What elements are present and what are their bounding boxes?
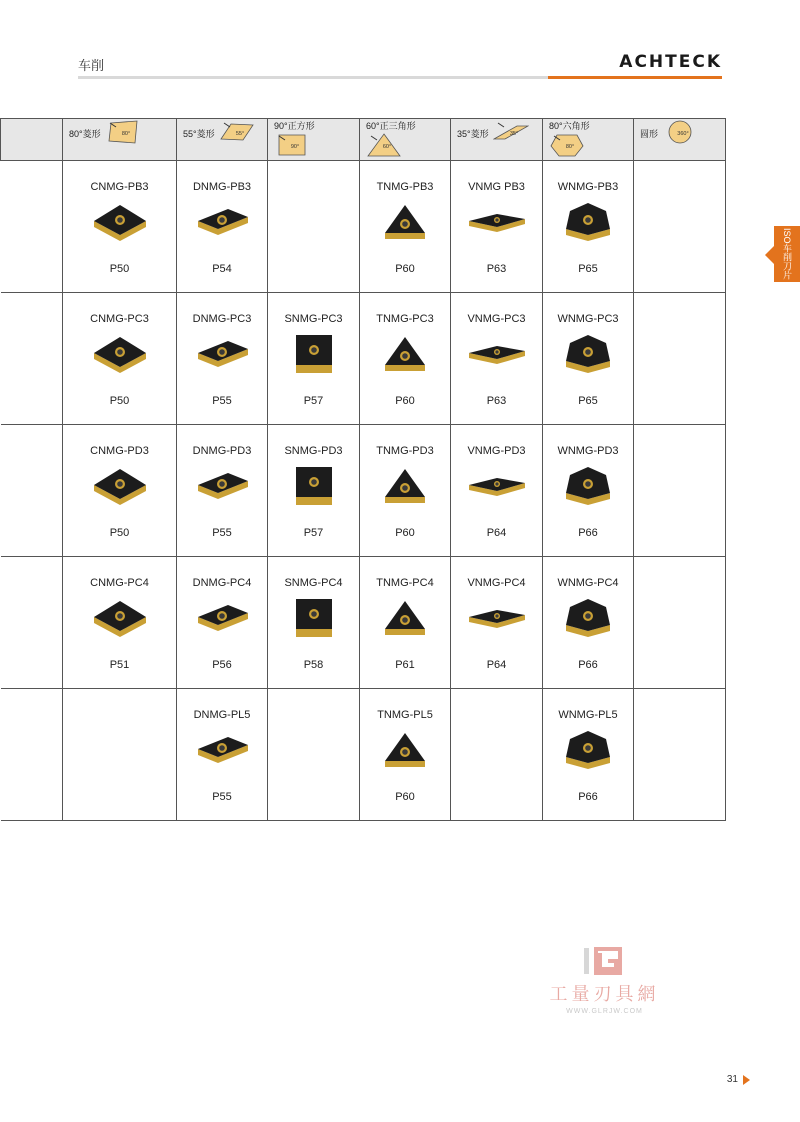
- insert-cell[interactable]: [543, 425, 634, 557]
- header-angle-label: 35°: [509, 131, 518, 137]
- rhombus35-shape-icon: [493, 119, 529, 147]
- insert-code: DNMG-PB3: [192, 181, 252, 193]
- column-header-square: [268, 119, 360, 161]
- insert-photo-square-icon: [268, 463, 359, 509]
- insert-code: CNMG-PD3: [90, 445, 149, 457]
- insert-photo-triangle-icon: [360, 595, 450, 641]
- insert-cell[interactable]: [360, 293, 451, 425]
- empty-cell: [63, 689, 177, 821]
- insert-cell[interactable]: [63, 425, 177, 557]
- insert-page-ref[interactable]: P57: [303, 527, 324, 539]
- insert-photo-rhombus35-icon: [451, 331, 542, 377]
- insert-code: VNMG-PC3: [467, 313, 526, 325]
- insert-photo-rhombus35-icon: [451, 199, 542, 245]
- insert-photo-rhombus35-icon: [451, 595, 542, 641]
- insert-page-ref[interactable]: P54: [212, 263, 232, 275]
- insert-code: CNMG-PC3: [90, 313, 149, 325]
- insert-code: DNMG-PC4: [192, 577, 252, 589]
- column-header-triangle: [360, 119, 451, 161]
- insert-photo-rhombus55-icon: [177, 595, 267, 641]
- insert-cell[interactable]: [360, 689, 451, 821]
- insert-page-ref[interactable]: P60: [395, 263, 415, 275]
- column-header-label: 90°正方形: [274, 121, 315, 131]
- insert-photo-hexagon-icon: [543, 595, 633, 641]
- insert-code: VNMG PB3: [468, 181, 525, 193]
- insert-photo-triangle-icon: [360, 463, 450, 509]
- insert-page-ref[interactable]: P66: [578, 659, 598, 671]
- insert-cell[interactable]: [451, 425, 543, 557]
- insert-code: DNMG-PC3: [192, 313, 252, 325]
- row-lead-cell: [1, 689, 63, 821]
- insert-code: WNMG-PC4: [557, 577, 619, 589]
- column-header-label: 80°菱形: [69, 128, 101, 139]
- insert-code: VNMG-PC4: [467, 577, 526, 589]
- rhombus80-shape-icon: [105, 119, 141, 147]
- header-angle-label: 360°: [677, 131, 689, 137]
- insert-page-ref[interactable]: P50: [109, 395, 130, 407]
- insert-page-ref[interactable]: P64: [486, 527, 507, 539]
- insert-photo-square-icon: [268, 595, 359, 641]
- insert-photo-triangle-icon: [360, 199, 450, 245]
- empty-cell: [634, 293, 726, 425]
- column-header-rhombus80: [63, 119, 177, 161]
- insert-cell[interactable]: [177, 425, 268, 557]
- insert-page-ref[interactable]: P55: [212, 527, 232, 539]
- insert-photo-rhombus55-icon: [177, 331, 267, 377]
- section-title: 车削: [78, 58, 105, 73]
- insert-cell[interactable]: [360, 557, 451, 689]
- insert-code: TNMG-PL5: [377, 709, 433, 721]
- column-header-label: 圆形: [640, 128, 659, 139]
- empty-cell: [451, 689, 543, 821]
- insert-photo-rhombus55-icon: [177, 463, 267, 509]
- insert-code: CNMG-PC4: [90, 577, 149, 589]
- insert-code: WNMG-PC3: [557, 313, 619, 325]
- row-lead-cell: [1, 425, 63, 557]
- insert-cell[interactable]: [63, 557, 177, 689]
- empty-cell: [634, 689, 726, 821]
- insert-code: SNMG-PD3: [284, 445, 343, 457]
- insert-cell[interactable]: [360, 425, 451, 557]
- insert-photo-triangle-icon: [360, 331, 450, 377]
- page-number: 31: [726, 1074, 738, 1085]
- insert-cell[interactable]: [63, 293, 177, 425]
- side-tab[interactable]: ISO车削刀片: [774, 226, 800, 282]
- insert-page-ref[interactable]: P50: [109, 263, 130, 275]
- row-lead-cell: [1, 557, 63, 689]
- insert-table: [0, 118, 726, 821]
- insert-page-ref[interactable]: P66: [578, 791, 598, 803]
- insert-code: DNMG-PL5: [193, 709, 251, 721]
- insert-cell[interactable]: [451, 293, 543, 425]
- empty-cell: [268, 689, 360, 821]
- header-angle-label: 55°: [235, 131, 244, 137]
- column-header-label: 55°菱形: [183, 128, 215, 139]
- insert-code: SNMG-PC3: [284, 313, 343, 325]
- empty-cell: [634, 425, 726, 557]
- insert-photo-rhombus80-icon: [63, 463, 176, 509]
- insert-photo-rhombus80-icon: [63, 595, 176, 641]
- header-angle-label: 60°: [382, 144, 392, 150]
- column-header-rhombus55: [177, 119, 268, 161]
- insert-page-ref[interactable]: P60: [395, 527, 415, 539]
- insert-cell[interactable]: [268, 293, 360, 425]
- insert-cell[interactable]: [177, 689, 268, 821]
- insert-cell[interactable]: [360, 161, 451, 293]
- insert-page-ref[interactable]: P51: [109, 659, 130, 671]
- insert-cell[interactable]: [543, 689, 634, 821]
- watermark-text: 工量刃具網: [549, 984, 660, 1005]
- table-row: [1, 425, 726, 557]
- row-lead-cell: [1, 161, 63, 293]
- insert-page-ref[interactable]: P65: [578, 263, 598, 275]
- insert-photo-triangle-icon: [360, 727, 450, 773]
- rhombus55-shape-icon: [219, 119, 255, 147]
- insert-photo-rhombus80-icon: [63, 199, 176, 245]
- header-angle-label: 80°: [121, 131, 130, 137]
- insert-code: VNMG-PD3: [467, 445, 526, 457]
- insert-cell[interactable]: [177, 161, 268, 293]
- table-header-row: [1, 119, 726, 161]
- header-rule: [78, 76, 548, 79]
- insert-page-ref[interactable]: P56: [212, 659, 232, 671]
- insert-page-ref[interactable]: P61: [395, 659, 415, 671]
- column-header-label: 35°菱形: [457, 128, 489, 139]
- table-row: [1, 689, 726, 821]
- table-row: [1, 293, 726, 425]
- header-angle-label: 90°: [290, 144, 300, 150]
- insert-page-ref[interactable]: P58: [303, 659, 324, 671]
- column-header-round: [634, 119, 726, 161]
- insert-code: SNMG-PC4: [284, 577, 343, 589]
- insert-cell[interactable]: [543, 557, 634, 689]
- column-header-label: 60°正三角形: [366, 121, 416, 131]
- header-angle-label: 80°: [565, 144, 575, 150]
- square-shape-icon: [274, 132, 310, 160]
- watermark: [537, 946, 672, 1015]
- side-tab-arrow-icon: [765, 246, 774, 264]
- round-shape-icon: [662, 119, 698, 147]
- table-row: [1, 161, 726, 293]
- column-header-label: 80°六角形: [549, 121, 590, 131]
- insert-page-ref[interactable]: P50: [109, 527, 130, 539]
- insert-code: WNMG-PD3: [557, 445, 619, 457]
- insert-photo-hexagon-icon: [543, 331, 633, 377]
- insert-page-ref[interactable]: P64: [486, 659, 507, 671]
- insert-cell[interactable]: [543, 161, 634, 293]
- empty-cell: [268, 161, 360, 293]
- insert-code: TNMG-PB3: [376, 181, 434, 193]
- insert-code: TNMG-PC3: [376, 313, 434, 325]
- insert-code: WNMG-PL5: [558, 709, 618, 721]
- insert-code: TNMG-PD3: [376, 445, 434, 457]
- watermark-url: WWW.GLRJW.COM: [566, 1008, 643, 1015]
- table-row: [1, 557, 726, 689]
- insert-page-ref[interactable]: P66: [578, 527, 598, 539]
- insert-cell[interactable]: [177, 293, 268, 425]
- insert-photo-hexagon-icon: [543, 463, 633, 509]
- column-header-rhombus35: [451, 119, 543, 161]
- insert-page-ref[interactable]: P60: [395, 791, 415, 803]
- insert-cell[interactable]: [63, 161, 177, 293]
- insert-cell[interactable]: [543, 293, 634, 425]
- next-page-arrow-icon[interactable]: [743, 1075, 750, 1085]
- insert-cell[interactable]: [177, 557, 268, 689]
- table-corner: [1, 119, 63, 161]
- insert-page-ref[interactable]: P55: [212, 395, 232, 407]
- insert-photo-rhombus35-icon: [451, 463, 542, 509]
- insert-code: CNMG-PB3: [90, 181, 149, 193]
- insert-code: DNMG-PD3: [192, 445, 252, 457]
- header-rule-accent: [548, 76, 722, 79]
- insert-code: TNMG-PC4: [376, 577, 434, 589]
- hexagon-shape-icon: [549, 132, 585, 160]
- insert-photo-rhombus80-icon: [63, 331, 176, 377]
- insert-code: WNMG-PB3: [557, 181, 619, 193]
- insert-photo-rhombus55-icon: [177, 199, 267, 245]
- watermark-logo-icon: [582, 946, 628, 976]
- empty-cell: [634, 161, 726, 293]
- row-lead-cell: [1, 293, 63, 425]
- triangle-shape-icon: [366, 132, 402, 160]
- insert-cell[interactable]: [451, 557, 543, 689]
- insert-photo-hexagon-icon: [543, 727, 633, 773]
- empty-cell: [634, 557, 726, 689]
- insert-page-ref[interactable]: P65: [578, 395, 598, 407]
- insert-cell[interactable]: [268, 425, 360, 557]
- insert-page-ref[interactable]: P55: [212, 791, 232, 803]
- insert-page-ref[interactable]: P60: [395, 395, 415, 407]
- insert-cell[interactable]: [451, 161, 543, 293]
- insert-cell[interactable]: [268, 557, 360, 689]
- insert-photo-square-icon: [268, 331, 359, 377]
- insert-photo-hexagon-icon: [543, 199, 633, 245]
- column-header-hexagon: [543, 119, 634, 161]
- insert-photo-rhombus55-icon: [177, 727, 267, 773]
- brand-logo: ACHTECK: [619, 52, 722, 72]
- insert-page-ref[interactable]: P63: [486, 263, 507, 275]
- insert-page-ref[interactable]: P57: [303, 395, 324, 407]
- insert-page-ref[interactable]: P63: [486, 395, 507, 407]
